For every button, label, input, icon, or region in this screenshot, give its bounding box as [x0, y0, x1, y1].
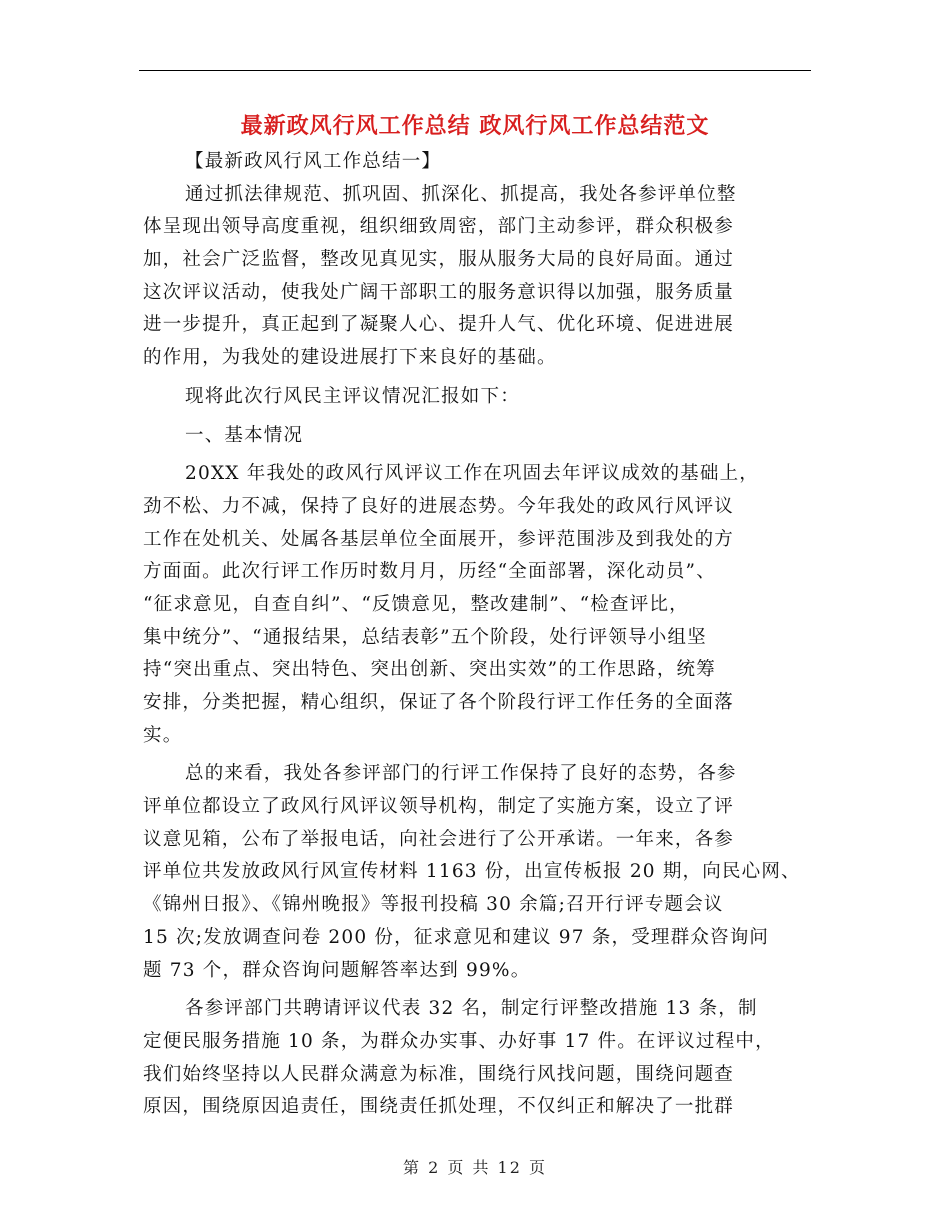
document-title: 最新政风行风工作总结 政风行风工作总结范文 [240, 113, 710, 139]
paragraph [143, 458, 803, 752]
text-line: 议意见箱，公布了举报电话，向社会进行了公开承诺。一年来，各参 [143, 828, 735, 850]
text-line: 方面面。此次行评工作历时数月月，历经“全面部署，深化动员”、 [143, 561, 716, 583]
text-line: 的作用，为我处的建设进展打下来良好的基础。 [143, 347, 557, 369]
text-line: 评单位都设立了政风行风评议领导机构，制定了实施方案，设立了评 [143, 796, 735, 818]
text-line: 通过抓法律规范、抓巩固、抓深化、抓提高，我处各参评单位整 [185, 183, 737, 205]
text-line: 这次评议活动，使我处广阔干部职工的服务意识得以加强，服务质量 [143, 281, 735, 303]
text-line: 持“突出重点、突出特色、突出创新、突出实效”的工作思路，统筹 [143, 659, 716, 681]
text-line: 进一步提升，真正起到了凝聚人心、提升人气、优化环境、促进进展 [143, 314, 735, 336]
section-heading: 【最新政风行风工作总结一】 [185, 151, 442, 172]
text-line: 总的来看，我处各参评部门的行评工作保持了良好的态势，各参 [185, 763, 737, 785]
text-line: 20XX 年我处的政风行风评议工作在巩固去年评议成效的基础上， [185, 463, 759, 485]
paragraph [143, 993, 803, 1124]
text-line: 我们始终坚持以人民群众满意为标准，围绕行风找问题，围绕问题查 [143, 1063, 735, 1085]
text-line: 劲不松、力不减，保持了良好的进展态势。今年我处的政风行风评议 [143, 495, 735, 517]
page-footer: 第 2 页 共 12 页 [403, 1158, 547, 1177]
text-line: 加，社会广泛监督，整改见真见实，服从服务大局的良好局面。通过 [143, 249, 735, 271]
text-line: “征求意见，自查自纠”、“反馈意见，整改建制”、“检查评比， [143, 593, 689, 615]
text-line: 评单位共发放政风行风宣传材料 1163 份，出宣传板报 20 期，向民心网、 [143, 861, 801, 883]
text-line: 一、基本情况 [185, 424, 304, 446]
paragraph [143, 381, 803, 414]
paragraph [143, 758, 803, 987]
paragraph [143, 179, 803, 375]
paragraph-container [143, 179, 803, 1124]
header-rule [139, 70, 811, 71]
document-body [143, 146, 803, 1130]
text-line: 现将此次行风民主评议情况汇报如下： [185, 385, 520, 407]
text-line: 题 73 个，群众咨询问题解答率达到 99%。 [143, 959, 531, 981]
paragraph [143, 420, 803, 453]
text-line: 《锦州日报》、《锦州晚报》等报刊投稿 30 余篇;召开行评专题会议 [143, 894, 724, 916]
text-line: 集中统分”、“通报结果，总结表彰”五个阶段，处行评领导小组坚 [143, 626, 707, 648]
text-line: 原因，围绕原因追责任，围绕责任抓处理，不仅纠正和解决了一批群 [143, 1096, 735, 1118]
text-line: 各参评部门共聘请评议代表 32 名，制定行评整改措施 13 条，制 [185, 998, 758, 1020]
text-line: 工作在处机关、处属各基层单位全面展开，参评范围涉及到我处的方 [143, 528, 735, 550]
text-line: 定便民服务措施 10 条，为群众办实事、办好事 17 件。在评议过程中， [143, 1030, 775, 1052]
text-line: 体呈现出领导高度重视，组织细致周密，部门主动参评，群众积极参 [143, 216, 735, 238]
text-line: 15 次;发放调查问卷 200 份，征求意见和建议 97 条，受理群众咨询问 [143, 926, 770, 948]
text-line: 实。 [143, 724, 183, 746]
text-line: 安排，分类把握，精心组织，保证了各个阶段行评工作任务的全面落 [143, 692, 735, 713]
